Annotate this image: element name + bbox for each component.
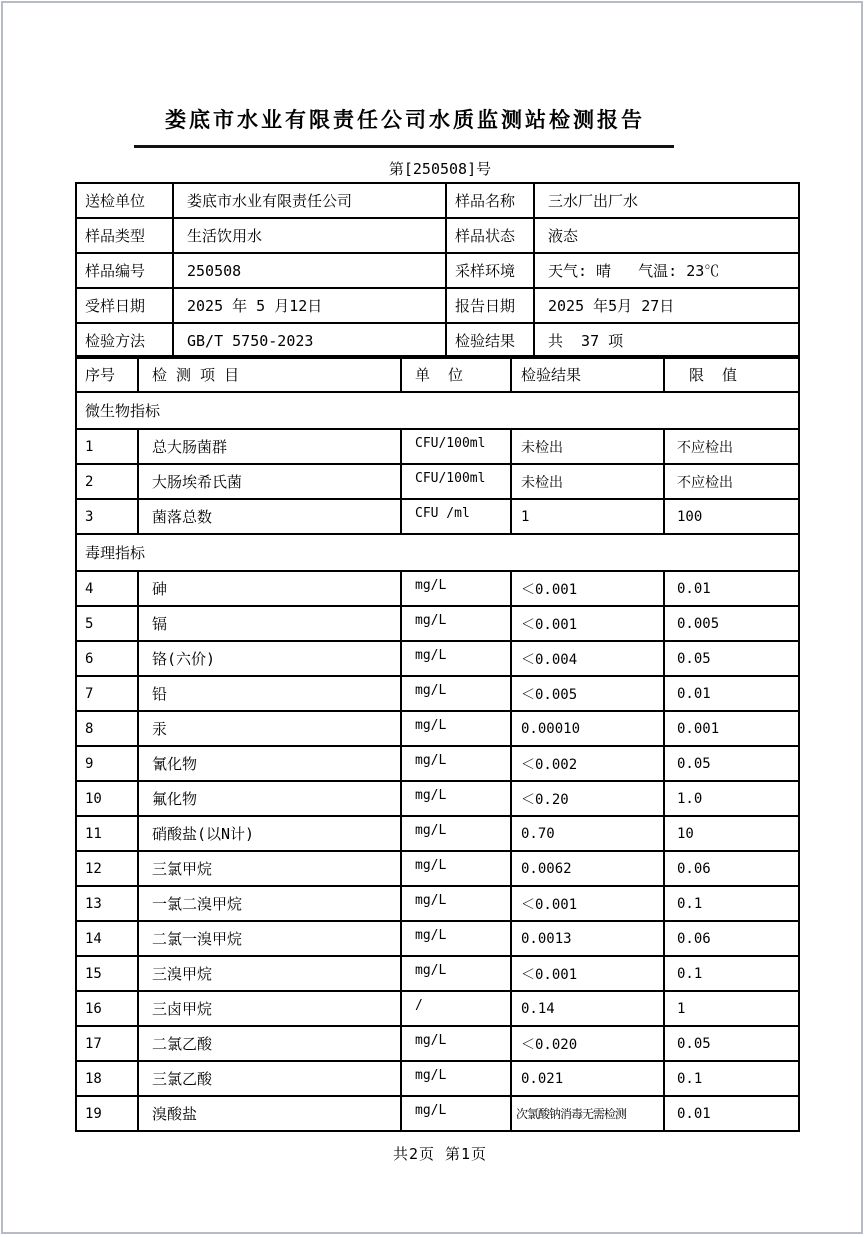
cell-no: 5 — [76, 606, 138, 641]
cell-limit: 0.005 — [664, 606, 799, 641]
info-value: 生活饮用水 — [173, 218, 446, 253]
cell-unit: mg/L — [401, 1096, 511, 1131]
info-value: 2025 年 5 月12日 — [173, 288, 446, 323]
report-number: 第[250508]号 — [388, 160, 492, 178]
header-item: 检 测 项 目 — [138, 356, 401, 392]
cell-no: 3 — [76, 499, 138, 534]
cell-unit: mg/L — [401, 676, 511, 711]
section-row — [76, 534, 799, 571]
cell-result: 次氯酸钠消毒无需检测 — [511, 1096, 664, 1131]
cell-no: 7 — [76, 676, 138, 711]
sample-info-table — [75, 182, 800, 359]
cell-result: 0.0062 — [511, 851, 664, 886]
result-row — [76, 851, 799, 886]
info-label: 检验结果 — [446, 323, 534, 358]
cell-result: 0.021 — [511, 1061, 664, 1096]
cell-result: 0.0013 — [511, 921, 664, 956]
cell-no: 9 — [76, 746, 138, 781]
info-row — [76, 183, 799, 218]
cell-unit: mg/L — [401, 851, 511, 886]
info-row — [76, 218, 799, 253]
result-row — [76, 816, 799, 851]
cell-result: ＜0.004 — [511, 641, 664, 676]
cell-result: ＜0.005 — [511, 676, 664, 711]
cell-limit: 0.01 — [664, 1096, 799, 1131]
info-value: 共 37 项 — [534, 323, 799, 358]
cell-no: 1 — [76, 429, 138, 464]
result-row — [76, 956, 799, 991]
cell-item: 砷 — [138, 571, 401, 606]
header-no: 序号 — [76, 356, 138, 392]
info-value: GB/T 5750-2023 — [173, 323, 446, 358]
cell-limit: 100 — [664, 499, 799, 534]
result-row — [76, 571, 799, 606]
info-value: 2025 年5月 27日 — [534, 288, 799, 323]
cell-no: 11 — [76, 816, 138, 851]
cell-limit: 0.06 — [664, 851, 799, 886]
info-value: 三水厂出厂水 — [534, 183, 799, 218]
section-label: 微生物指标 — [76, 392, 799, 429]
section-label: 毒理指标 — [76, 534, 799, 571]
cell-limit: 0.05 — [664, 1026, 799, 1061]
cell-no: 17 — [76, 1026, 138, 1061]
cell-limit: 0.05 — [664, 641, 799, 676]
cell-result: 未检出 — [511, 464, 664, 499]
info-label: 样品名称 — [446, 183, 534, 218]
cell-unit: CFU/100ml — [401, 429, 511, 464]
cell-no: 13 — [76, 886, 138, 921]
result-row — [76, 921, 799, 956]
info-row — [76, 253, 799, 288]
cell-item: 三氯乙酸 — [138, 1061, 401, 1096]
info-label: 样品编号 — [76, 253, 173, 288]
cell-limit: 0.06 — [664, 921, 799, 956]
result-row — [76, 711, 799, 746]
result-row — [76, 1061, 799, 1096]
result-row — [76, 886, 799, 921]
cell-limit: 0.01 — [664, 676, 799, 711]
results-table — [75, 355, 800, 1132]
cell-unit: CFU /ml — [401, 499, 511, 534]
cell-result: ＜0.001 — [511, 571, 664, 606]
info-label: 受样日期 — [76, 288, 173, 323]
cell-limit: 10 — [664, 816, 799, 851]
cell-unit: mg/L — [401, 746, 511, 781]
cell-item: 二氯乙酸 — [138, 1026, 401, 1061]
result-row — [76, 1096, 799, 1131]
cell-limit: 不应检出 — [664, 429, 799, 464]
cell-item: 一氯二溴甲烷 — [138, 886, 401, 921]
cell-item: 溴酸盐 — [138, 1096, 401, 1131]
section-row — [76, 392, 799, 429]
cell-unit: mg/L — [401, 1061, 511, 1096]
result-row — [76, 676, 799, 711]
cell-item: 氟化物 — [138, 781, 401, 816]
cell-limit: 0.05 — [664, 746, 799, 781]
cell-no: 10 — [76, 781, 138, 816]
cell-result: ＜0.001 — [511, 956, 664, 991]
result-row — [76, 991, 799, 1026]
cell-unit: mg/L — [401, 956, 511, 991]
cell-limit: 不应检出 — [664, 464, 799, 499]
result-row — [76, 781, 799, 816]
cell-unit: mg/L — [401, 781, 511, 816]
cell-no: 16 — [76, 991, 138, 1026]
cell-unit: mg/L — [401, 606, 511, 641]
cell-unit: CFU/100ml — [401, 464, 511, 499]
cell-no: 2 — [76, 464, 138, 499]
result-row — [76, 746, 799, 781]
cell-result: ＜0.020 — [511, 1026, 664, 1061]
result-row — [76, 464, 799, 499]
info-value: 天气: 晴 气温: 23℃ — [534, 253, 799, 288]
cell-unit: mg/L — [401, 1026, 511, 1061]
cell-no: 4 — [76, 571, 138, 606]
cell-no: 12 — [76, 851, 138, 886]
header-result: 检验结果 — [511, 356, 664, 392]
cell-unit: mg/L — [401, 571, 511, 606]
result-row — [76, 606, 799, 641]
cell-unit: mg/L — [401, 816, 511, 851]
cell-result: ＜0.001 — [511, 886, 664, 921]
info-label: 报告日期 — [446, 288, 534, 323]
cell-item: 汞 — [138, 711, 401, 746]
cell-no: 15 — [76, 956, 138, 991]
cell-item: 大肠埃希氏菌 — [138, 464, 401, 499]
cell-item: 铅 — [138, 676, 401, 711]
cell-result: ＜0.002 — [511, 746, 664, 781]
cell-item: 二氯一溴甲烷 — [138, 921, 401, 956]
cell-no: 19 — [76, 1096, 138, 1131]
cell-limit: 0.1 — [664, 956, 799, 991]
cell-item: 三溴甲烷 — [138, 956, 401, 991]
info-row — [76, 323, 799, 358]
cell-result: ＜0.001 — [511, 606, 664, 641]
cell-item: 镉 — [138, 606, 401, 641]
cell-item: 三卤甲烷 — [138, 991, 401, 1026]
results-header-row — [76, 356, 799, 392]
cell-unit: mg/L — [401, 711, 511, 746]
info-label: 样品状态 — [446, 218, 534, 253]
cell-item: 三氯甲烷 — [138, 851, 401, 886]
cell-result: ＜0.20 — [511, 781, 664, 816]
header-unit: 单 位 — [401, 356, 511, 392]
info-value: 娄底市水业有限责任公司 — [173, 183, 446, 218]
info-value: 250508 — [173, 253, 446, 288]
result-row — [76, 429, 799, 464]
cell-item: 菌落总数 — [138, 499, 401, 534]
result-row — [76, 499, 799, 534]
cell-no: 8 — [76, 711, 138, 746]
cell-unit: mg/L — [401, 921, 511, 956]
info-value: 液态 — [534, 218, 799, 253]
cell-item: 硝酸盐(以N计) — [138, 816, 401, 851]
info-label: 采样环境 — [446, 253, 534, 288]
title-underline — [134, 145, 674, 148]
cell-limit: 1.0 — [664, 781, 799, 816]
page-footer: 共2页 第1页 — [392, 1145, 488, 1163]
result-row — [76, 641, 799, 676]
result-row — [76, 1026, 799, 1061]
cell-limit: 0.001 — [664, 711, 799, 746]
cell-no: 6 — [76, 641, 138, 676]
cell-limit: 0.1 — [664, 1061, 799, 1096]
cell-limit: 0.1 — [664, 886, 799, 921]
info-label: 检验方法 — [76, 323, 173, 358]
cell-result: 1 — [511, 499, 664, 534]
cell-limit: 1 — [664, 991, 799, 1026]
cell-item: 铬(六价) — [138, 641, 401, 676]
cell-item: 总大肠菌群 — [138, 429, 401, 464]
header-limit: 限 值 — [664, 356, 799, 392]
cell-result: 0.00010 — [511, 711, 664, 746]
cell-result: 0.70 — [511, 816, 664, 851]
info-label: 样品类型 — [76, 218, 173, 253]
info-label: 送检单位 — [76, 183, 173, 218]
cell-item: 氰化物 — [138, 746, 401, 781]
cell-no: 18 — [76, 1061, 138, 1096]
info-row — [76, 288, 799, 323]
cell-result: 未检出 — [511, 429, 664, 464]
cell-result: 0.14 — [511, 991, 664, 1026]
cell-unit: mg/L — [401, 641, 511, 676]
cell-no: 14 — [76, 921, 138, 956]
cell-limit: 0.01 — [664, 571, 799, 606]
cell-unit: / — [401, 991, 511, 1026]
report-title: 娄底市水业有限责任公司水质监测站检测报告 — [165, 107, 645, 132]
cell-unit: mg/L — [401, 886, 511, 921]
